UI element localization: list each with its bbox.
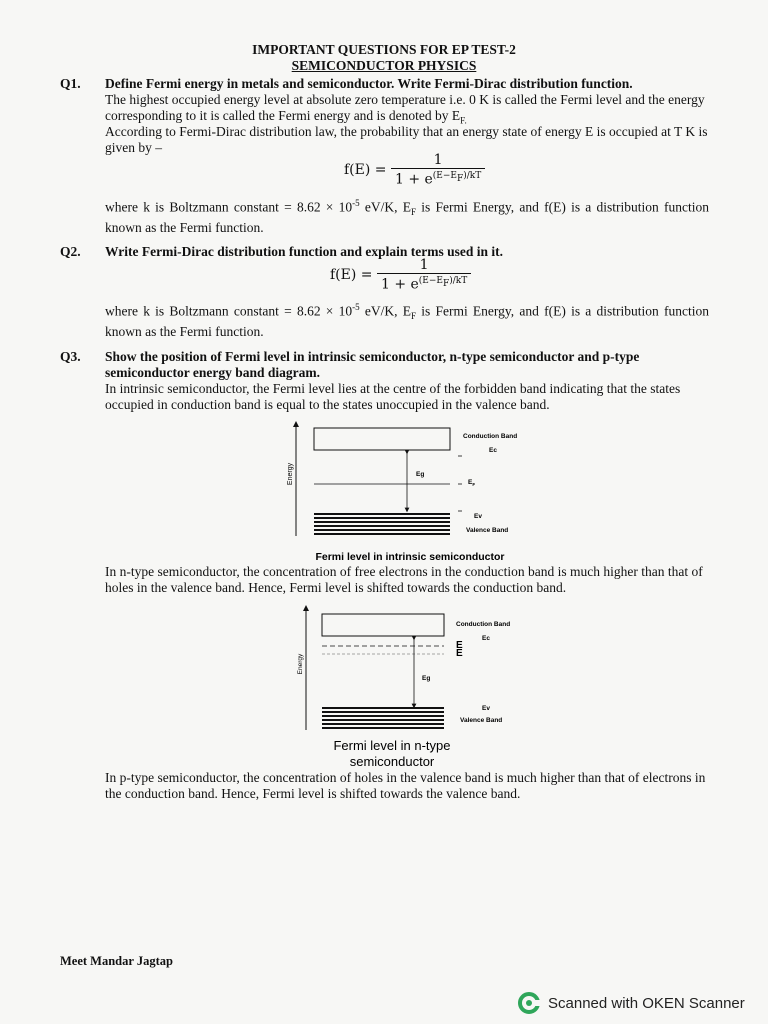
q1-where-b: eV/K, E	[359, 199, 411, 215]
ev-label: Ev	[474, 513, 482, 520]
q3-heading: Show the position of Fermi level in intrinsic semiconductor, n-type semiconductor and p-type semiconductor energy band diagram.	[105, 349, 640, 380]
intrinsic-diagram-svg	[280, 418, 540, 566]
valence-band-label: Valence Band	[466, 527, 509, 534]
q2-where-b: eV/K, E	[359, 303, 411, 319]
q1-p1-text: The highest occupied energy level at absolute zero temperature i.e. 0 K is called the Fermi level and the energy corresponding to it is called the Fermi energy and is denoted by E	[105, 92, 705, 123]
q1-number: Q1.	[60, 76, 81, 91]
formula-den-base: 1 + e	[394, 171, 433, 188]
ef-label-e: E	[468, 479, 473, 486]
q1-formula	[344, 152, 485, 188]
intrinsic-band-diagram	[280, 418, 540, 566]
formula-exp-b: )/kT	[463, 171, 482, 181]
eg-label: Eg	[422, 675, 431, 682]
formula-exponent	[432, 171, 482, 184]
scanner-watermark	[518, 992, 745, 1014]
ef-ed-label: E	[456, 640, 463, 651]
conduction-band-box	[322, 614, 444, 636]
conduction-band-box	[314, 428, 450, 450]
q1-where-c: is Fermi Energy, and f(E) is a distribution function known as the Fermi function.	[105, 199, 709, 236]
valence-band-lines	[314, 514, 450, 534]
q3-intrinsic-text: In intrinsic semiconductor, the Fermi level lies at the centre of the forbidden band indicating that the states occupied in conduction band is equal to the states unoccupied in the valence band.	[105, 381, 681, 412]
document-subtitle: SEMICONDUCTOR PHYSICS	[291, 58, 477, 73]
q2-number: Q2.	[60, 244, 81, 259]
q2-where-c: is Fermi Energy, and f(E) is a distribution function known as the Fermi function.	[105, 303, 709, 340]
author-name: Meet Mandar Jagtap	[60, 954, 173, 968]
q3-number: Q3.	[60, 349, 81, 364]
q2-formula	[330, 257, 471, 293]
formula-fraction	[377, 257, 471, 293]
q2-where-a: where k is Boltzmann constant = 8.62 × 10	[105, 303, 353, 319]
q3-ntype-text: In n-type semiconductor, the concentration of free electrons in the conduction band is much higher than that of holes in the valence band. Hence, Fermi level is shifted towards the conduction band.	[105, 564, 703, 595]
conduction-band-label: Conduction Band	[456, 621, 511, 628]
q1-where-sup: -5	[352, 198, 360, 208]
formula-fraction	[391, 152, 485, 188]
formula-numerator: 1	[433, 152, 443, 168]
formula-lhs: f(E) =	[344, 161, 387, 178]
q2-where-text	[105, 299, 709, 340]
formula-exp-a: (E−E	[418, 276, 443, 286]
formula-exp-a: (E−E	[432, 171, 457, 181]
ntype-caption-line-1: Fermi level in n-type	[333, 738, 451, 753]
valence-band-lines	[322, 708, 444, 728]
formula-exp-sub: F	[443, 278, 450, 289]
ntype-band-diagram	[290, 604, 540, 770]
formula-denominator	[377, 273, 471, 293]
valence-band-label: Valence Band	[460, 717, 503, 724]
ntype-diagram-svg	[290, 604, 540, 770]
q1-where-text	[105, 195, 709, 236]
energy-axis-label: Energy	[297, 653, 304, 675]
ef-label-sub: F	[472, 482, 476, 487]
q1-where-a: where k is Boltzmann constant = 8.62 × 10	[105, 199, 353, 215]
q1-paragraph-2: According to Fermi-Dirac distribution law, the probability that an energy state of energy E is occupied at T K is given by –	[105, 124, 708, 155]
q3-ptype-text: In p-type semiconductor, the concentration of holes in the valence band is much higher than that of electrons in the conduction band. Hence, Fermi level is shifted towards the valence band.	[105, 770, 706, 801]
intrinsic-caption: Fermi level in intrinsic semiconductor	[315, 551, 505, 563]
conduction-band-label: Conduction Band	[463, 433, 518, 440]
q2-where-sup: -5	[352, 302, 360, 312]
ef-ed-label-2: E	[456, 648, 463, 659]
eg-label: Eg	[416, 471, 425, 478]
oken-logo-icon	[518, 992, 540, 1014]
q2-where-sub: F	[410, 311, 416, 322]
ef-label	[468, 479, 475, 487]
formula-exponent	[418, 276, 468, 289]
formula-exp-sub: F	[457, 173, 464, 184]
ntype-caption-line-2: semiconductor	[349, 754, 435, 769]
q2-heading: Write Fermi-Dirac distribution function and explain terms used in it.	[105, 244, 503, 259]
document-title: IMPORTANT QUESTIONS FOR EP TEST-2	[252, 42, 516, 57]
q1-p1-sub: F.	[460, 115, 467, 126]
formula-lhs: f(E) =	[330, 266, 373, 283]
formula-den-base: 1 + e	[380, 276, 419, 293]
q1-heading: Define Fermi energy in metals and semiconductor. Write Fermi-Dirac distribution function.	[105, 76, 633, 91]
ec-label: Ec	[489, 447, 497, 454]
formula-denominator	[391, 168, 485, 188]
formula-exp-b: )/kT	[449, 276, 468, 286]
q1-where-sub: F	[410, 207, 416, 218]
scanner-text: Scanned with OKEN Scanner	[548, 994, 745, 1012]
ev-label: Ev	[482, 705, 490, 712]
energy-axis-label: Energy	[287, 462, 294, 486]
formula-numerator: 1	[419, 257, 429, 273]
ec-label: Ec	[482, 635, 490, 642]
